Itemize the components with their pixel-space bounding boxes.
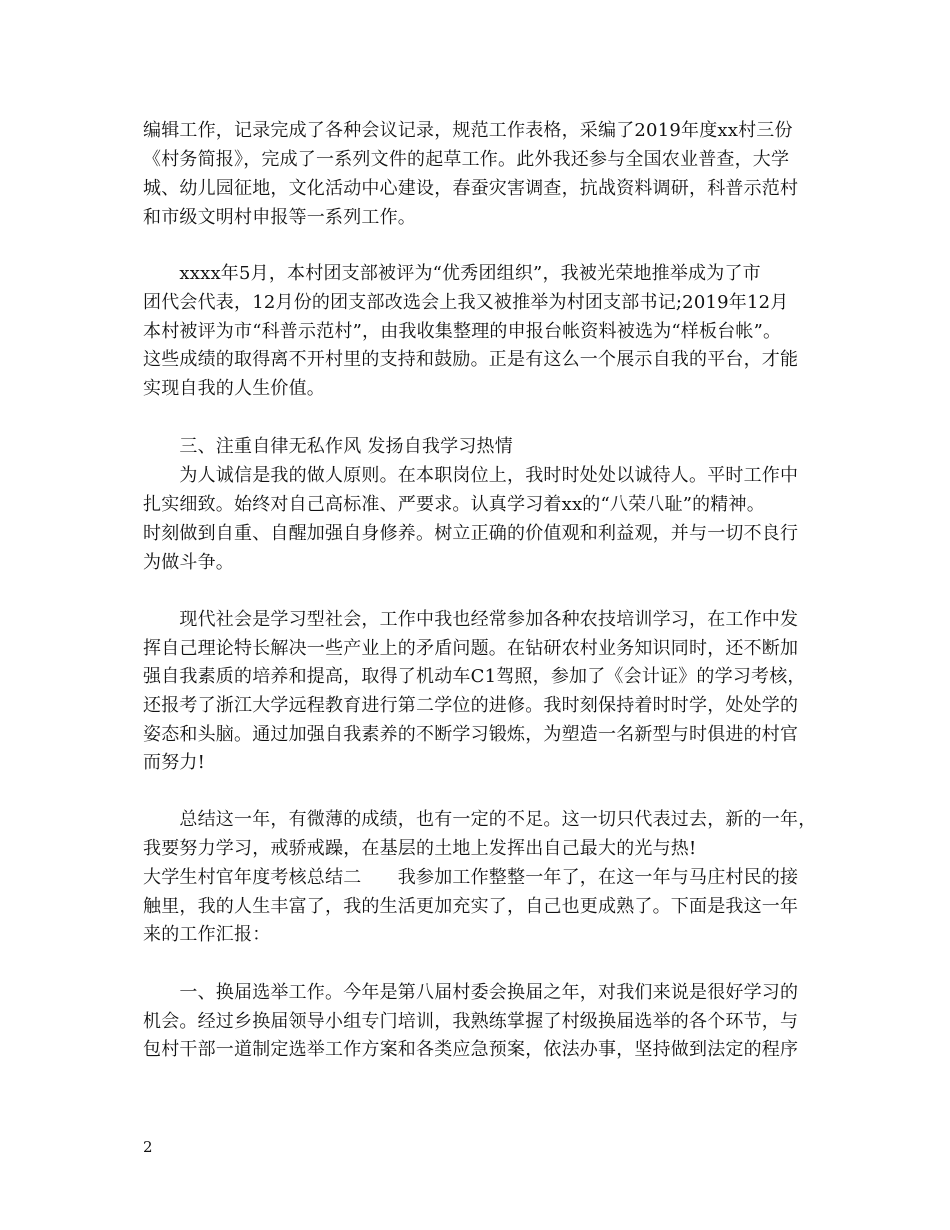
text-line: 为人诚信是我的做人原则。在本职岗位上，我时时处处以诚待人。平时工作中 [143, 465, 799, 486]
text-line: 《村务简报》，完成了一系列文件的起草工作。此外我还参与全国农业普查，大学 [143, 149, 790, 170]
text-line: 和市级文明村申报等一系列工作。 [143, 207, 416, 228]
text-line: 扎实细致。始终对自己高标准、严要求。认真学习着xx的“八荣八耻”的精神。 [143, 494, 765, 515]
text-line: 现代社会是学习型社会，工作中我也经常参加各种农技培训学习，在工作中发 [143, 609, 799, 630]
page-number: 2 [143, 1138, 153, 1156]
text-line: 这些成绩的取得离不开村里的支持和鼓励。正是有这么一个展示自我的平台，才能 [143, 349, 799, 370]
text-line: 触里，我的人生丰富了，我的生活更加充实了，自己也更成熟了。下面是我这一年 [143, 896, 799, 917]
text-line: 机会。经过乡换届领导小组专门培训，我熟练掌握了村级换届选举的各个环节，与 [143, 1011, 799, 1032]
text-line: 为做斗争。 [143, 552, 234, 573]
text-line: 强自我素质的培养和提高，取得了机动车C1驾照，参加了《会计证》的学习考核， [143, 666, 806, 687]
text-line: 一、换届选举工作。今年是第八届村委会换届之年，对我们来说是很好学习的 [143, 982, 799, 1003]
text-line: 我要努力学习，戒骄戒躁，在基层的土地上发挥出自己最大的光与热! [143, 838, 697, 859]
text-line: 姿态和头脑。通过加强自我素养的不断学习锻炼，为塑造一名新型与时俱进的村官 [143, 724, 799, 745]
text-line: 还报考了浙江大学远程教育进行第二学位的进修。我时刻保持着时时学，处处学的 [143, 695, 799, 716]
text-line: 大学生村官年度考核总结二 我参加工作整整一年了，在这一年与马庄村民的接 [143, 867, 799, 888]
text-line: 本村被评为市“科普示范村”，由我收集整理的申报台帐资料被选为“样板台帐”。 [143, 321, 782, 342]
text-line: 来的工作汇报： [143, 924, 271, 945]
text-line: 总结这一年，有微薄的成绩，也有一定的不足。这一切只代表过去，新的一年， [143, 809, 817, 830]
text-line: 实现自我的人生价值。 [143, 378, 325, 399]
text-line: 包村干部一道制定选举工作方案和各类应急预案，依法办事，坚持做到法定的程序 [143, 1039, 799, 1060]
text-line: 时刻做到自重、自醒加强自身修养。树立正确的价值观和利益观，并与一切不良行 [143, 523, 799, 544]
text-line: xxxx年5月，本村团支部被评为“优秀团组织”，我被光荣地推举成为了市 [143, 263, 761, 284]
text-line: 挥自己理论特长解决一些产业上的矛盾问题。在钻研农村业务知识同时，还不断加 [143, 638, 799, 659]
text-line: 编辑工作，记录完成了各种会议记录，规范工作表格，采编了2019年度xx村三份 [143, 120, 793, 141]
text-line: 团代会代表，12月份的团支部改选会上我又被推举为村团支部书记;2019年12月 [143, 292, 789, 313]
text-line: 三、注重自律无私作风 发扬自我学习热情 [143, 436, 513, 457]
text-line: 而努力! [143, 752, 206, 773]
text-line: 城、幼儿园征地，文化活动中心建设，春蚕灾害调查，抗战资料调研，科普示范村 [143, 178, 799, 199]
